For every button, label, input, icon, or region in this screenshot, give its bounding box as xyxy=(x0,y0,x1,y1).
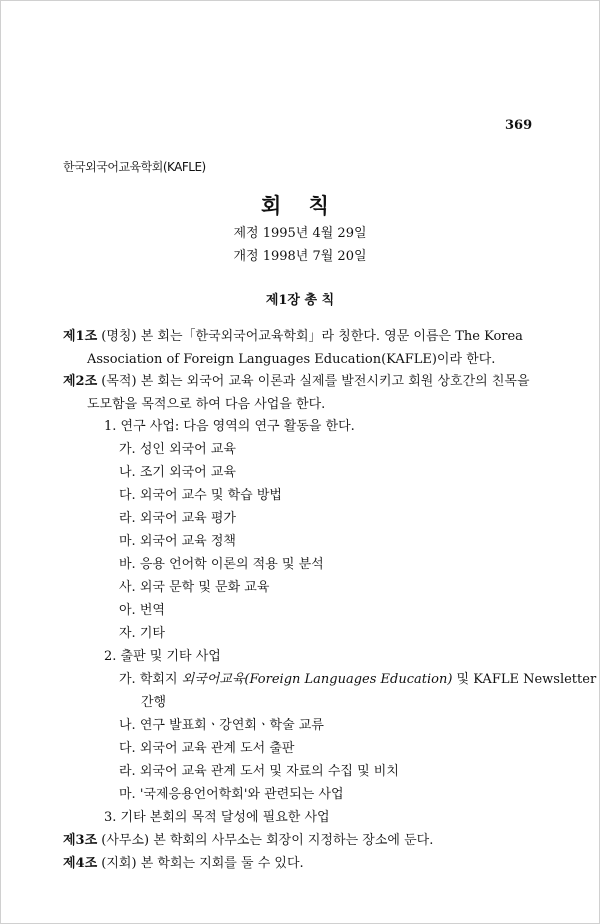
article-text: (지회) 본 학회는 지회를 둘 수 있다. xyxy=(97,856,304,871)
date-block xyxy=(0,222,600,268)
article-2-cont: 도모함을 목적으로 하여 다음 사업을 한다. xyxy=(87,397,326,412)
item-other: 3. 기타 본회의 목적 달성에 필요한 사업 xyxy=(104,810,330,825)
article-number: 제1조 xyxy=(63,329,98,344)
article-number: 제2조 xyxy=(63,374,98,389)
list-item: 다. 외국어 교육 관계 도서 출판 xyxy=(119,741,295,756)
list-item: 바. 응용 언어학 이론의 적용 및 분석 xyxy=(119,557,324,572)
list-item: 가. 성인 외국어 교육 xyxy=(119,442,236,457)
article-number: 제3조 xyxy=(63,833,98,848)
list-item: 자. 기타 xyxy=(119,626,165,641)
article-number: 제4조 xyxy=(63,856,98,871)
journal-name: 한국외국어교육학회(KAFLE) xyxy=(63,160,206,174)
page-title: 회 칙 xyxy=(261,193,339,218)
list-item: 라. 외국어 교육 관계 도서 및 자료의 수집 및 비치 xyxy=(119,764,399,779)
list-item-suffix: 및 KAFLE Newsletter xyxy=(452,672,597,687)
list-item xyxy=(119,668,596,687)
article-3 xyxy=(63,829,433,848)
list-item: 마. '국제응용언어학회'와 관련되는 사업 xyxy=(119,787,344,802)
article-2 xyxy=(63,370,530,389)
page-number: 369 xyxy=(505,118,533,133)
item-research: 1. 연구 사업: 다음 영역의 연구 활동을 한다. xyxy=(104,419,355,434)
article-1-cont: Association of Foreign Languages Education(KAFLE)이라 한다. xyxy=(87,352,496,367)
article-text: (목적) 본 회는 외국어 교육 이론과 실제를 발전시키고 회원 상호간의 친목을 xyxy=(97,374,530,389)
item-publication: 2. 출판 및 기타 사업 xyxy=(104,649,221,664)
established-date: 제정 1995년 4월 29일 xyxy=(233,226,367,241)
list-item-prefix: 가. 학회지 xyxy=(119,672,182,687)
list-item: 나. 조기 외국어 교육 xyxy=(119,465,236,480)
list-item: 다. 외국어 교수 및 학습 방법 xyxy=(119,488,282,503)
list-item: 사. 외국 문학 및 문화 교육 xyxy=(119,580,270,595)
chapter-heading: 제1장 총 칙 xyxy=(265,293,335,308)
article-1 xyxy=(63,325,523,344)
list-item: 나. 연구 발표회ㆍ강연회ㆍ학술 교류 xyxy=(119,718,324,733)
list-item-cont: 간행 xyxy=(141,695,167,710)
article-text: (명칭) 본 회는「한국외국어교육학회」라 칭한다. 영문 이름은 The Korea xyxy=(97,329,523,344)
list-item: 아. 번역 xyxy=(119,603,165,618)
article-text: (사무소) 본 학회의 사무소는 회장이 지정하는 장소에 둔다. xyxy=(97,833,434,848)
list-item: 라. 외국어 교육 평가 xyxy=(119,511,236,526)
revised-date: 개정 1998년 7월 20일 xyxy=(233,249,367,264)
journal-title: 외국어교육(Foreign Languages Education) xyxy=(181,672,453,687)
article-4 xyxy=(63,852,304,871)
list-item: 마. 외국어 교육 정책 xyxy=(119,534,236,549)
